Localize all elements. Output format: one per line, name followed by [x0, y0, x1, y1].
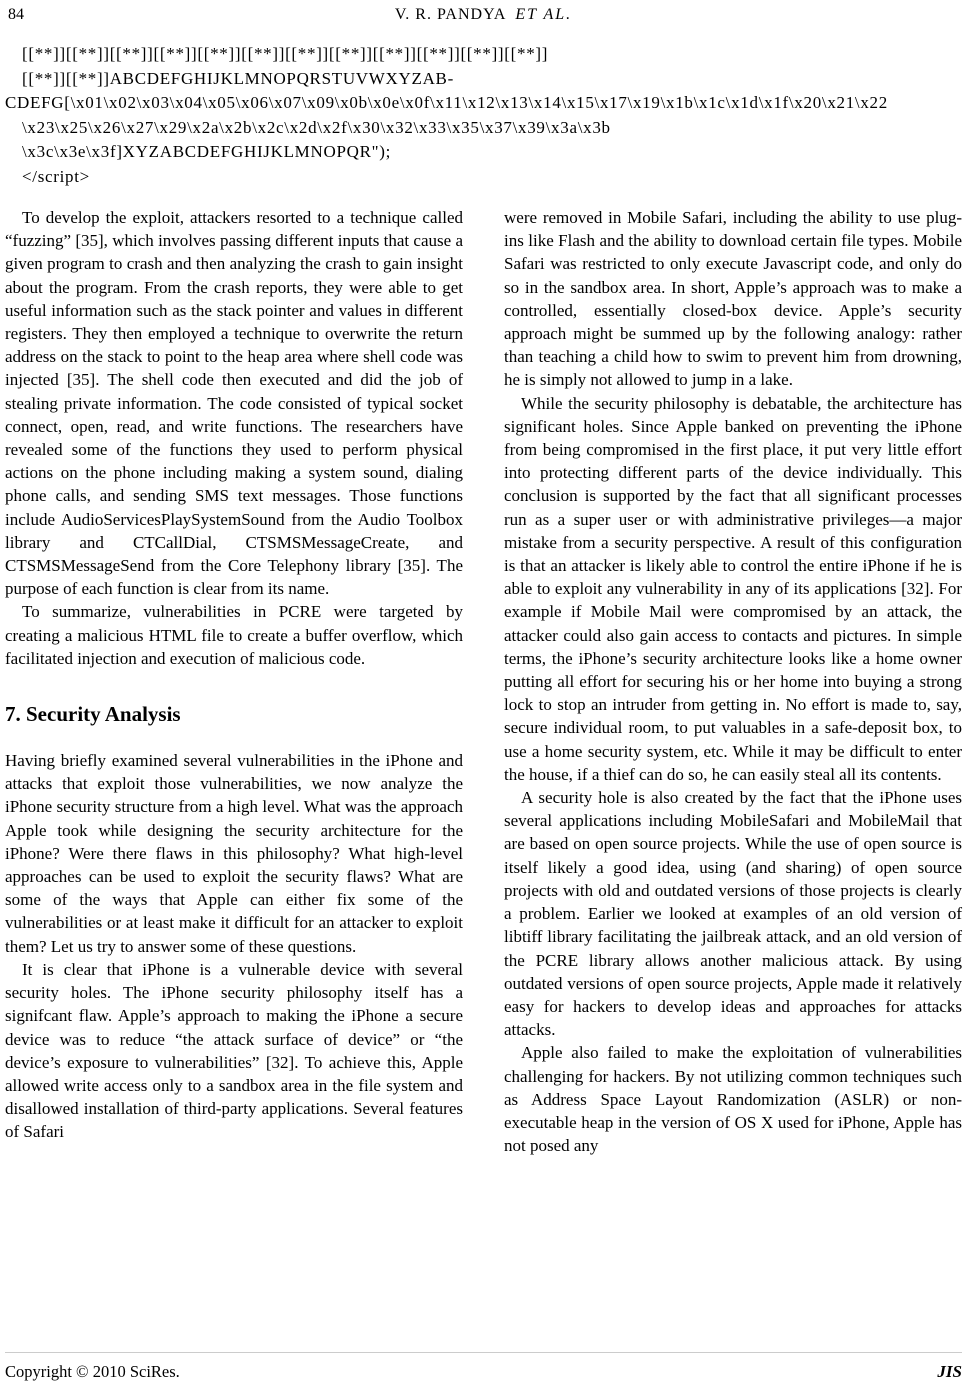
paragraph: While the security philosophy is debatable, the architecture has significant holes. Since Apple banked on preventing the iPhone from being compromised in the first place, it put very little effort into protecting different parts of the device individually. This conclusion is supported by the fact that all significant processes run as a super user or with administrative privileges—a major mistake from a security perspective. A result of this configuration is that an attacker is likely able to control the entire iPhone if he is able to exploit any vulnerability in any of its applications [32]. For example if Mobile Mail were compromised by an attack, the attacker could also gain access to contacts and pictures. In simple terms, the iPhone’s security architecture looks like a home owner putting all effort for securing his or her home into buying a strong lock to stop an intruder from getting in. No effort is made to, say, secure individual room, to put valuables in a safe-deposit box, to use a home security system, etc. While it may be difficult to enter the house, if a thief can do so, he can easily steal all its contents.	[504, 393, 962, 784]
paragraph: were removed in Mobile Safari, including the ability to use plug-ins like Flash and the ability to download certain file types. Mobile Safari was restricted to only execute Javascript code, and only do so in the sandbox area. In short, Apple’s approach was to make a controlled, essentially closed-box device. Apple’s security approach might be summed up by the following analogy: rather than teaching a child how to swim to prevent him from drowning, he is simply not allowed to jump in a lake.	[504, 208, 962, 390]
page-footer	[5, 1352, 962, 1381]
paragraph: To develop the exploit, attackers resorted to a technique called “fuzzing” [35], which involves passing different inputs that cause a given program to crash and then analyzing the crash to gain insight about the program. From the crash reports, they were able to get useful information such as the stack pointer and values in different registers. They then employed a technique to overwrite the return address on the stack to point to the heap area where shell code was injected [35]. The shell code then executed and did the job of stealing private information. The code consisted of typical socket connect, open, read, and write functions. The researchers have revealed some of the functions they used to perform physical actions on the phone including making a system sound, dialing phone calls, and sending SMS text messages. Those functions include AudioServicesPlaySystemSound from the Audio Toolbox library and CTCallDial, CTSMSMessageCreate, and CTSMSMessageSend from the Core Telephony library [35]. The purpose of each function is clear from its name.	[5, 208, 463, 599]
code-line: CDEFG[\x01\x02\x03\x04\x05\x06\x07\x09\x0b\x0e\x0f\x11\x12\x13\x14\x15\x17\x19\x1b\x1c\x1d\x1f\x20\x21\x22	[5, 93, 888, 113]
code-line: [[**]][[**]][[**]][[**]][[**]][[**]][[**]][[**]][[**]][[**]][[**]][[**]]	[22, 44, 549, 63]
code-line: [[**]][[**]]ABCDEFGHIJKLMNOPQRSTUVWXYZAB-	[22, 68, 454, 88]
left-column	[5, 206, 463, 1157]
running-title-etal: ET AL.	[515, 6, 573, 23]
code-line: </script>	[22, 166, 90, 186]
right-column	[504, 206, 962, 1157]
exploit-code-block	[5, 42, 967, 190]
paragraph: It is clear that iPhone is a vulnerable device with several security holes. The iPhone security philosophy itself has a signifcant flaw. Apple’s approach to making the iPhone a secure device was to reduce “the attack surface of device” or “the device’s exposure to vulnerabilities” [32]. To achieve this, Apple allowed write access only to a sandbox area in the file system and disallowed installation of third-party applications. Several features of Safari	[5, 959, 463, 1142]
copyright-notice: Copyright © 2010 SciRes.	[5, 1362, 180, 1381]
section-heading: 7. Security Analysis	[5, 702, 181, 727]
page-number: 84	[8, 6, 24, 23]
paragraph: A security hole is also created by the fact that the iPhone uses several applications including MobileSafari and MobileMail that are based on open source projects. While the use of open source is itself likely a good idea, using (and sharing) of open source projects with old and outdated versions of those projects is clearly a problem. Earlier we looked at examples of an old version of libtiff library facilitating the jailbreak attack, and an old version of the PCRE library allows another malicious attack. By using outdated versions of open source projects, Apple made it relatively easy for hackers to develop ideas and approaches for attacks attacks.	[504, 788, 962, 1040]
paragraph: Having briefly examined several vulnerabilities in the iPhone and attacks that exploit those vulnerabilities, we now analyze the iPhone security structure from a high level. What was the approach Apple took while designing the security architecture for the iPhone? Were there flaws in this philosophy? What high-level approaches can be used to exploit the security flaws? What are some of the ways that Apple can either fix some of the vulnerabilities or at least make it difficult for an attacker to exploit them? Let us try to answer some of these questions.	[5, 751, 463, 956]
running-title-authors: V. R. PANDYA	[394, 6, 507, 23]
code-line: \x3c\x3e\x3f]XYZABCDEFGHIJKLMNOPQR");	[22, 142, 392, 162]
page-header	[6, 6, 961, 28]
code-line: \x23\x25\x26\x27\x29\x2a\x2b\x2c\x2d\x2f\x30\x32\x33\x35\x37\x39\x3a\x3b	[22, 117, 611, 137]
journal-abbreviation: JIS	[937, 1362, 962, 1381]
two-column-body	[5, 206, 962, 1157]
paragraph: To summarize, vulnerabilities in PCRE were targeted by creating a malicious HTML file to create a buffer overflow, which facilitated injection and execution of malicious code.	[5, 602, 463, 668]
paragraph: Apple also failed to make the exploitation of vulnerabilities challenging for hackers. By not utilizing common techniques such as Address Space Layout Randomization (ASLR) or non-executable heap in the version of OS X used for iPhone, Apple has not posed any	[504, 1043, 962, 1156]
running-title	[6, 6, 961, 24]
